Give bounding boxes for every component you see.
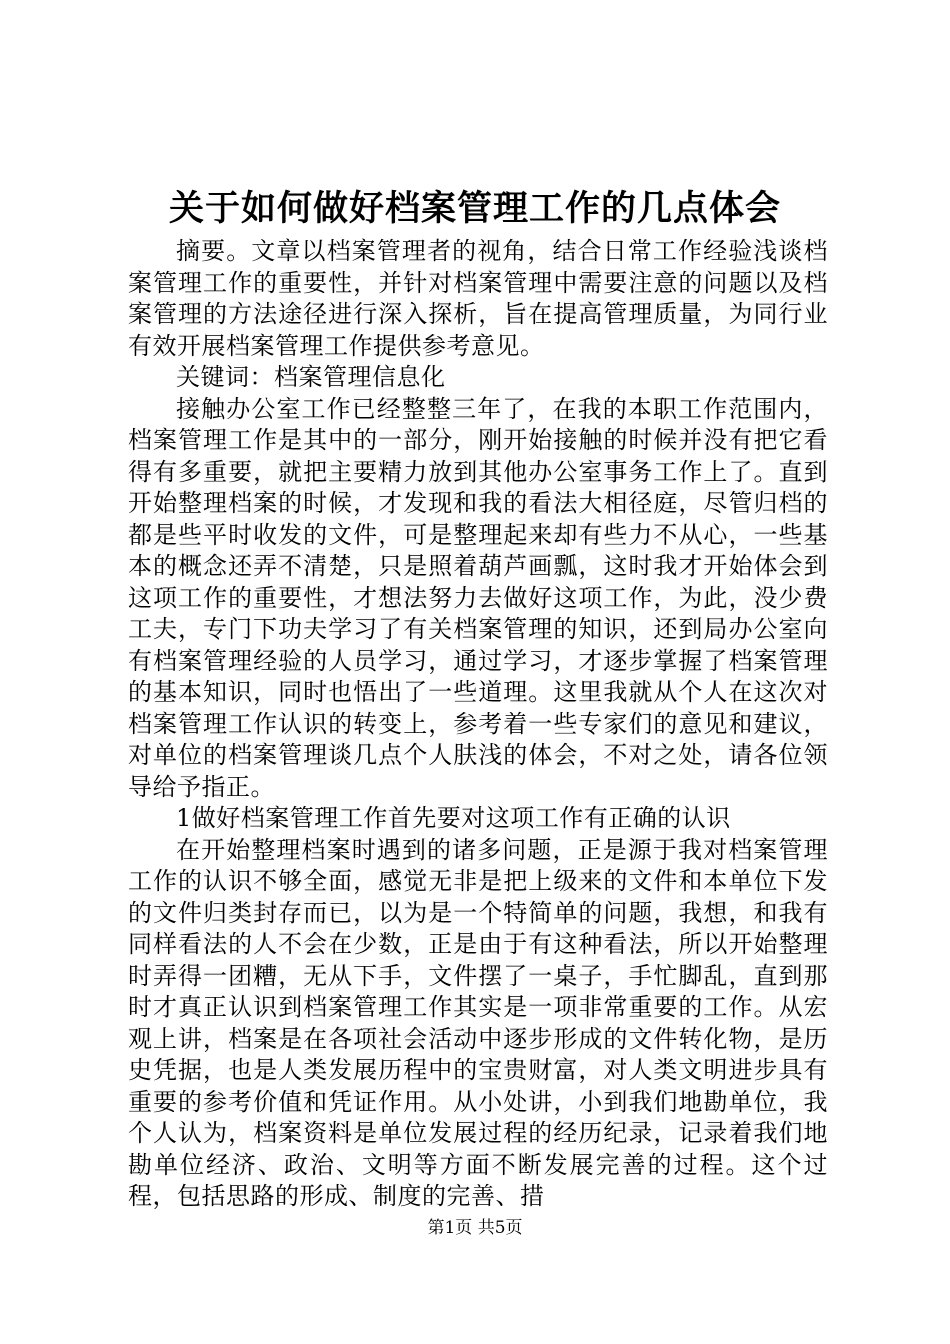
abstract-paragraph: 摘要。文章以档案管理者的视角，结合日常工作经验浅谈档案管理工作的重要性，并针对档案管理中需要注意的问题以及档案管理的方法途径进行深入探析，旨在提高管理质量，为同行业有效开展档案管理工作提供参考意见。: [128, 237, 828, 360]
section-1-paragraph: 在开始整理档案时遇到的诸多问题，正是源于我对档案管理工作的认识不够全面，感觉无非是把上级来的文件和本单位下发的文件归类封存而已，以为是一个特简单的问题，我想，和我有同样看法的人不会在少数，正是由于有这种看法，所以开始整理时弄得一团糟，无从下手，文件摆了一桌子，手忙脚乱，直到那时才真正认识到档案管理工作其实是一项非常重要的工作。从宏观上讲，档案是在各项社会活动中逐步形成的文件转化物，是历史凭据，也是人类发展历程中的宝贵财富，对人类文明进步具有重要的参考价值和凭证作用。从小处讲，小到我们地勘单位，我个人认为，档案资料是单位发展过程的经历纪录，记录着我们地勘单位经济、政治、文明等方面不断发展完善的过程。这个过程，包括思路的形成、制度的完善、措: [128, 835, 828, 1210]
intro-paragraph: 接触办公室工作已经整整三年了，在我的本职工作范围内，档案管理工作是其中的一部分，刚开始接触的时候并没有把它看得有多重要，就把主要精力放到其他办公室事务工作上了。直到开始整理档案的时候，才发现和我的看法大相径庭，尽管归档的都是些平时收发的文件，可是整理起来却有些力不从心，一些基本的概念还弄不清楚，只是照着葫芦画瓢，这时我才开始体会到这项工作的重要性，才想法努力去做好这项工作，为此，没少费工夫，专门下功夫学习了有关档案管理的知识，还到局办公室向有档案管理经验的人员学习，通过学习，才逐步掌握了档案管理的基本知识，同时也悟出了一些道理。这里我就从个人在这次对档案管理工作认识的转变上，参考着一些专家们的意见和建议，对单位的档案管理谈几点个人肤浅的体会，不对之处，请各位领导给予指正。: [128, 394, 828, 801]
keywords-line: 关键词：档案管理信息化: [176, 363, 446, 391]
page-footer: 第1页 共5页: [427, 1218, 523, 1238]
document-title: 关于如何做好档案管理工作的几点体会: [168, 188, 781, 229]
section-heading-1: 1做好档案管理工作首先要对这项工作有正确的认识: [176, 804, 731, 832]
document-body: [128, 236, 828, 1213]
